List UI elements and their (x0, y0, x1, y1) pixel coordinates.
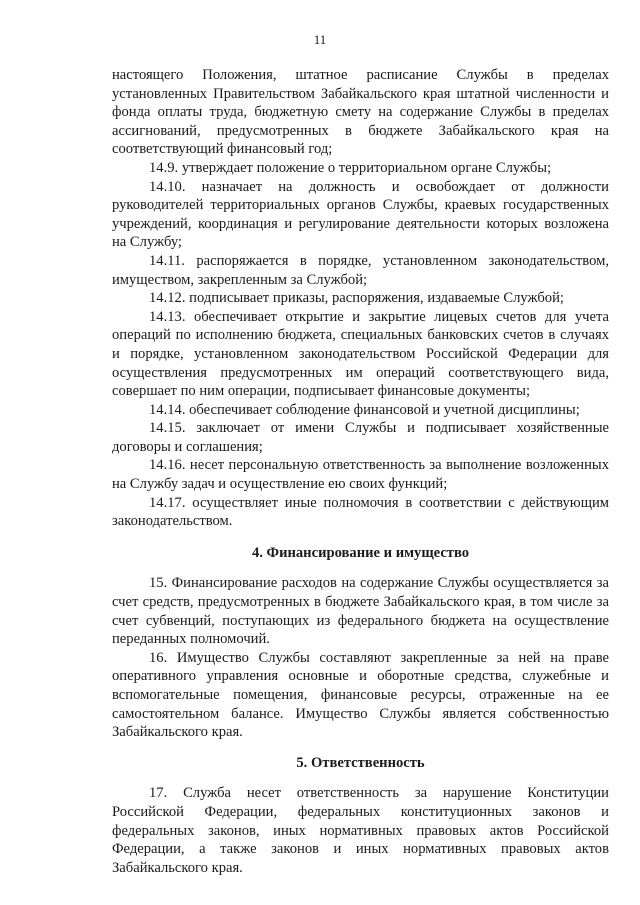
paragraph: 14.9. утверждает положение о территориальном органе Службы; (149, 159, 552, 176)
paragraph: 16. Имущество Службы составляют закрепленные за ней на праве оперативного управления основные и оборотные средства, служебные и вспомогательные помещения, финансовые ресурсы, отраженные на ее самостоятельном балансе. Имущество Службы является собственностью Забайкальского края. (112, 649, 609, 741)
paragraph: 14.13. обеспечивает открытие и закрытие лицевых счетов для учета операций по исполнению бюджета, специальных банковских счетов в случаях и порядке, установленном законодательством Российской Федерации для осуществления предусмотренных им операций соответствующего вида, совершает по ним операции, подписывает финансовые документы; (112, 308, 609, 400)
paragraph: настоящего Положения, штатное расписание Службы в пределах установленных Правительством Забайкальского края штатной численности и фонда оплаты труда, бюджетную смету на содержание Службы в пределах ассигнований, предусмотренных в бюджете Забайкальского края на соответствующий финансовый год; (112, 67, 609, 158)
paragraph: 14.12. подписывает приказы, распоряжения, издаваемые Службой; (149, 290, 564, 307)
paragraph: 17. Служба несет ответственность за нарушение Конституции Российской Федерации, федеральных конституционных законов и федеральных законов, иных нормативных правовых актов Российской Федерации, а также законов и иных нормативных правовых актов Забайкальского края. (112, 785, 609, 876)
paragraph: 14.15. заключает от имени Службы и подписывает хозяйственные договоры и соглашения; (112, 420, 609, 455)
paragraph: 14.11. распоряжается в порядке, установленном законодательством, имуществом, закрепленным за Службой; (112, 252, 609, 288)
section-heading-financing: 4. Финансирование и имущество (251, 544, 470, 561)
page-number: 11 (313, 32, 327, 47)
section-heading-responsibility: 5. Ответственность (296, 754, 425, 771)
paragraph: 15. Финансирование расходов на содержание Службы осуществляется за счет средств, предусмотренных в бюджете Забайкальского края, в том числе за счет субвенций, поступающих из федерального бюджета на осуществление переданных полномочий. (112, 575, 609, 648)
paragraph: 14.10. назначает на должность и освобождает от должности руководителей территориальных органов Службы, краевых государственных учреждений, координация и регулирование деятельности которых возложена на Службу; (112, 178, 609, 251)
paragraph: 14.14. обеспечивает соблюдение финансовой и учетной дисциплины; (149, 401, 580, 418)
document-body (112, 66, 609, 877)
paragraph: 14.16. несет персональную ответственность за выполнение возложенных на Службу задач и осуществление ею своих функций; (112, 457, 609, 493)
paragraph: 14.17. осуществляет иные полномочия в соответствии с действующим законодательством. (112, 494, 609, 530)
